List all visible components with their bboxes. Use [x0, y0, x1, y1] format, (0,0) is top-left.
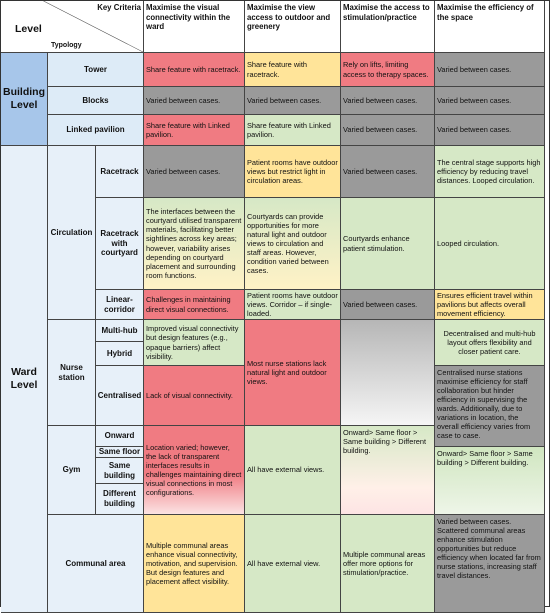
courtyard-efficiency: Looped circulation. [435, 198, 545, 290]
racetrack-efficiency: The central stage supports high efficiency by reducing travel distances. Looped circulation. [435, 146, 545, 198]
centralised-efficiency: Centralised nurse stations maximise efficiency for staff collaboration but hinder efficiency in supervising the wards. Additionally, due to variations in location, the overall efficiency varies from case to case. [435, 366, 545, 447]
typology-header: Typology [51, 42, 82, 50]
racetrack-view: Patient rooms have outdoor views but restrict light in circulation areas. [245, 146, 341, 198]
communal-view: All have external view. [245, 515, 341, 613]
blocks-view: Varied between cases. [245, 87, 341, 115]
criteria-header-stimulation: Maximise the access to stimulation/practice [341, 1, 435, 53]
typology-blocks: Blocks [48, 87, 144, 115]
nurse-station-label: Nurse station [48, 320, 96, 426]
linear-stimulation: Varied between cases. [341, 290, 435, 320]
criteria-header-efficiency: Maximise the efficiency of the space [435, 1, 545, 53]
communal-visual: Multiple communal areas enhance visual connectivity, motivation, and supervision. But design features and placement affect visibility. [144, 515, 245, 613]
tower-efficiency: Varied between cases. [435, 53, 545, 87]
typology-hybrid: Hybrid [96, 342, 144, 366]
multihub-visual: Improved visual connectivity but design features (e.g., opaque barriers) affect visibility. [144, 320, 245, 366]
typology-tower: Tower [48, 53, 144, 87]
pavilion-efficiency: Varied between cases. [435, 115, 545, 146]
criteria-header-view: Maximise the view access to outdoor and greenery [245, 1, 341, 53]
criteria-header-visual: Maximise the visual connectivity within the ward [144, 1, 245, 53]
blocks-stimulation: Varied between cases. [341, 87, 435, 115]
linear-visual: Challenges in maintaining direct visual connections. [144, 290, 245, 320]
linear-view: Patient rooms have outdoor views. Corridor – if single-loaded. [245, 290, 341, 320]
communal-area-label: Communal area [48, 515, 144, 613]
centralised-visual: Lack of visual connectivity. [144, 366, 245, 426]
tower-stimulation: Rely on lifts, limiting access to therapy spaces. [341, 53, 435, 87]
ward-level-label: Ward Level [1, 146, 48, 613]
key-criteria-header: Key Criteria [97, 3, 141, 12]
communal-stimulation: Multiple communal areas offer more options for stimulation/practice. [341, 515, 435, 613]
gym-same-floor: Same floor [96, 447, 144, 458]
typology-centralised: Centralised [96, 366, 144, 426]
courtyard-view: Courtyards can provide opportunities for more natural light and outdoor views to circulation and staff areas. However, condition varied between cases. [245, 198, 341, 290]
blocks-efficiency: Varied between cases. [435, 87, 545, 115]
tower-view: Share feature with racetrack. [245, 53, 341, 87]
gym-efficiency: Onward> Same floor > Same building > Different building. [435, 447, 545, 515]
typology-linear-corridor: Linear-corridor [96, 290, 144, 320]
courtyard-stimulation: Courtyards enhance patient stimulation. [341, 198, 435, 290]
typology-linked-pavilion: Linked pavilion [48, 115, 144, 146]
gym-label: Gym [48, 426, 96, 515]
pavilion-stimulation: Varied between cases. [341, 115, 435, 146]
typology-racetrack: Racetrack [96, 146, 144, 198]
pavilion-visual: Share feature with Linked pavilion. [144, 115, 245, 146]
level-header: Level [15, 23, 42, 35]
gym-same-building: Same building [96, 458, 144, 484]
header-diagonal [1, 1, 144, 53]
gym-onward: Onward [96, 426, 144, 447]
gym-stimulation: Onward> Same floor > Same building > Different building. [341, 426, 435, 515]
racetrack-stimulation: Varied between cases. [341, 146, 435, 198]
circulation-label: Circulation [48, 146, 96, 320]
typology-multi-hub: Multi-hub [96, 320, 144, 342]
tower-visual: Share feature with racetrack. [144, 53, 245, 87]
communal-efficiency: Varied between cases. Scattered communal areas enhance stimulation opportunities but reduce efficiency when located far from nurse stations, increasing staff travel distances. [435, 515, 545, 613]
gym-different-building: Different building [96, 484, 144, 515]
typology-racetrack-courtyard: Racetrack with courtyard [96, 198, 144, 290]
racetrack-visual: Varied between cases. [144, 146, 245, 198]
courtyard-visual: The interfaces between the courtyard utilised transparent materials, facilitating better sightlines across key areas; however, variability arises depending on courtyard placement and surrounding room functions. [144, 198, 245, 290]
nurse-stimulation [341, 320, 435, 426]
nurse-view: Most nurse stations lack natural light and outdoor views. [245, 320, 341, 426]
pavilion-view: Share feature with Linked pavilion. [245, 115, 341, 146]
linear-efficiency: Ensures efficient travel within pavilions but affects overall movement efficiency. [435, 290, 545, 320]
gym-visual: Location varied; however, the lack of transparent interfaces results in challenges maintaining direct visual connections in most configurations. [144, 426, 245, 515]
multihub-efficiency: Decentralised and multi-hub layout offers flexibility and closer patient care. [435, 320, 545, 366]
building-level-label: Building Level [1, 53, 48, 146]
gym-view: All have external views. [245, 426, 341, 515]
blocks-visual: Varied between cases. [144, 87, 245, 115]
